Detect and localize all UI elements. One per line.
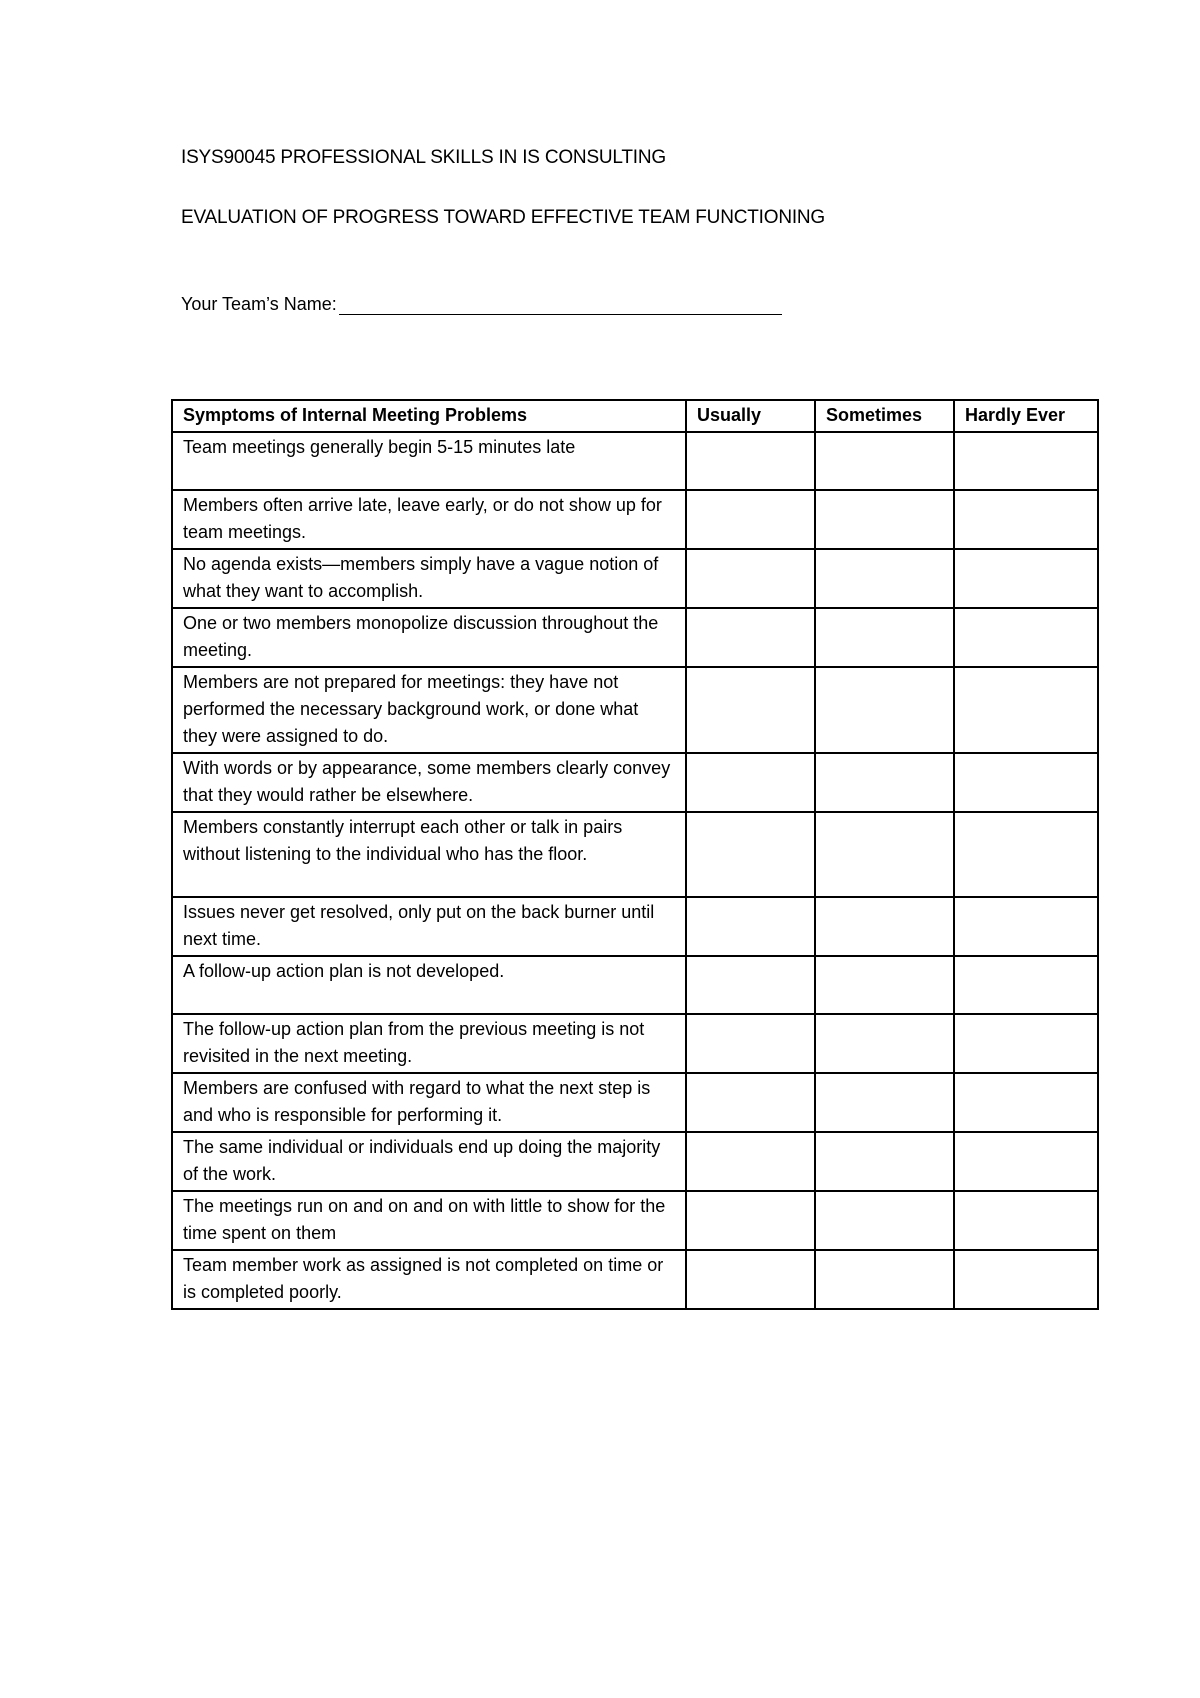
- hardly-ever-cell[interactable]: [954, 1250, 1098, 1309]
- table-row: [172, 1250, 1098, 1309]
- hardly-ever-cell[interactable]: [954, 667, 1098, 753]
- sometimes-cell[interactable]: [815, 897, 954, 956]
- symptom-cell: One or two members monopolize discussion throughout the meeting.: [172, 608, 686, 667]
- hardly-ever-cell[interactable]: [954, 432, 1098, 490]
- sometimes-cell[interactable]: [815, 1250, 954, 1309]
- usually-cell[interactable]: [686, 549, 815, 608]
- sometimes-cell[interactable]: [815, 608, 954, 667]
- symptom-cell: Members are not prepared for meetings: they have not performed the necessary background work, or done what they were assigned to do.: [172, 667, 686, 753]
- form-title: EVALUATION OF PROGRESS TOWARD EFFECTIVE TEAM FUNCTIONING: [181, 207, 826, 228]
- usually-cell[interactable]: [686, 1191, 815, 1250]
- team-name-blank-line[interactable]: [339, 294, 782, 315]
- table-row: [172, 667, 1098, 753]
- usually-cell[interactable]: [686, 753, 815, 812]
- table-header-row: [172, 400, 1098, 432]
- sometimes-cell[interactable]: [815, 753, 954, 812]
- symptom-cell: With words or by appearance, some members clearly convey that they would rather be elsewhere.: [172, 753, 686, 812]
- sometimes-cell[interactable]: [815, 549, 954, 608]
- sometimes-cell[interactable]: [815, 667, 954, 753]
- column-header-hardly-ever: Hardly Ever: [954, 400, 1098, 432]
- usually-cell[interactable]: [686, 812, 815, 897]
- table-row: [172, 1132, 1098, 1191]
- symptom-cell: No agenda exists—members simply have a vague notion of what they want to accomplish.: [172, 549, 686, 608]
- sometimes-cell[interactable]: [815, 1014, 954, 1073]
- hardly-ever-cell[interactable]: [954, 608, 1098, 667]
- usually-cell[interactable]: [686, 1132, 815, 1191]
- symptom-cell: The follow-up action plan from the previous meeting is not revisited in the next meeting.: [172, 1014, 686, 1073]
- sometimes-cell[interactable]: [815, 956, 954, 1014]
- sometimes-cell[interactable]: [815, 1132, 954, 1191]
- symptom-cell: A follow-up action plan is not developed.: [172, 956, 686, 1014]
- course-title: ISYS90045 PROFESSIONAL SKILLS IN IS CONSULTING: [181, 147, 666, 168]
- usually-cell[interactable]: [686, 490, 815, 549]
- hardly-ever-cell[interactable]: [954, 1073, 1098, 1132]
- hardly-ever-cell[interactable]: [954, 897, 1098, 956]
- hardly-ever-cell[interactable]: [954, 1191, 1098, 1250]
- sometimes-cell[interactable]: [815, 1073, 954, 1132]
- usually-cell[interactable]: [686, 956, 815, 1014]
- hardly-ever-cell[interactable]: [954, 812, 1098, 897]
- symptom-cell: Team meetings generally begin 5-15 minutes late: [172, 432, 686, 490]
- table-row: [172, 432, 1098, 490]
- table-row: [172, 1014, 1098, 1073]
- table-row: [172, 753, 1098, 812]
- hardly-ever-cell[interactable]: [954, 490, 1098, 549]
- table-row: [172, 897, 1098, 956]
- sometimes-cell[interactable]: [815, 490, 954, 549]
- usually-cell[interactable]: [686, 667, 815, 753]
- table-row: [172, 490, 1098, 549]
- column-header-symptoms: Symptoms of Internal Meeting Problems: [172, 400, 686, 432]
- hardly-ever-cell[interactable]: [954, 956, 1098, 1014]
- sometimes-cell[interactable]: [815, 432, 954, 490]
- usually-cell[interactable]: [686, 1014, 815, 1073]
- usually-cell[interactable]: [686, 432, 815, 490]
- hardly-ever-cell[interactable]: [954, 753, 1098, 812]
- symptom-cell: The meetings run on and on and on with little to show for the time spent on them: [172, 1191, 686, 1250]
- table-row: [172, 956, 1098, 1014]
- sometimes-cell[interactable]: [815, 1191, 954, 1250]
- usually-cell[interactable]: [686, 1250, 815, 1309]
- table-row: [172, 608, 1098, 667]
- usually-cell[interactable]: [686, 608, 815, 667]
- symptom-cell: Members constantly interrupt each other or talk in pairs without listening to the individual who has the floor.: [172, 812, 686, 897]
- usually-cell[interactable]: [686, 897, 815, 956]
- table-row: [172, 1073, 1098, 1132]
- symptom-cell: Team member work as assigned is not completed on time or is completed poorly.: [172, 1250, 686, 1309]
- hardly-ever-cell[interactable]: [954, 549, 1098, 608]
- usually-cell[interactable]: [686, 1073, 815, 1132]
- table-row: [172, 549, 1098, 608]
- column-header-usually: Usually: [686, 400, 815, 432]
- hardly-ever-cell[interactable]: [954, 1014, 1098, 1073]
- symptom-cell: Members are confused with regard to what the next step is and who is responsible for performing it.: [172, 1073, 686, 1132]
- hardly-ever-cell[interactable]: [954, 1132, 1098, 1191]
- symptom-cell: Members often arrive late, leave early, or do not show up for team meetings.: [172, 490, 686, 549]
- sometimes-cell[interactable]: [815, 812, 954, 897]
- evaluation-table: [171, 399, 1099, 1310]
- team-name-field[interactable]: [181, 294, 782, 315]
- team-name-label: Your Team’s Name:: [181, 294, 337, 314]
- symptom-cell: Issues never get resolved, only put on the back burner until next time.: [172, 897, 686, 956]
- column-header-sometimes: Sometimes: [815, 400, 954, 432]
- table-row: [172, 812, 1098, 897]
- symptom-cell: The same individual or individuals end up doing the majority of the work.: [172, 1132, 686, 1191]
- table-row: [172, 1191, 1098, 1250]
